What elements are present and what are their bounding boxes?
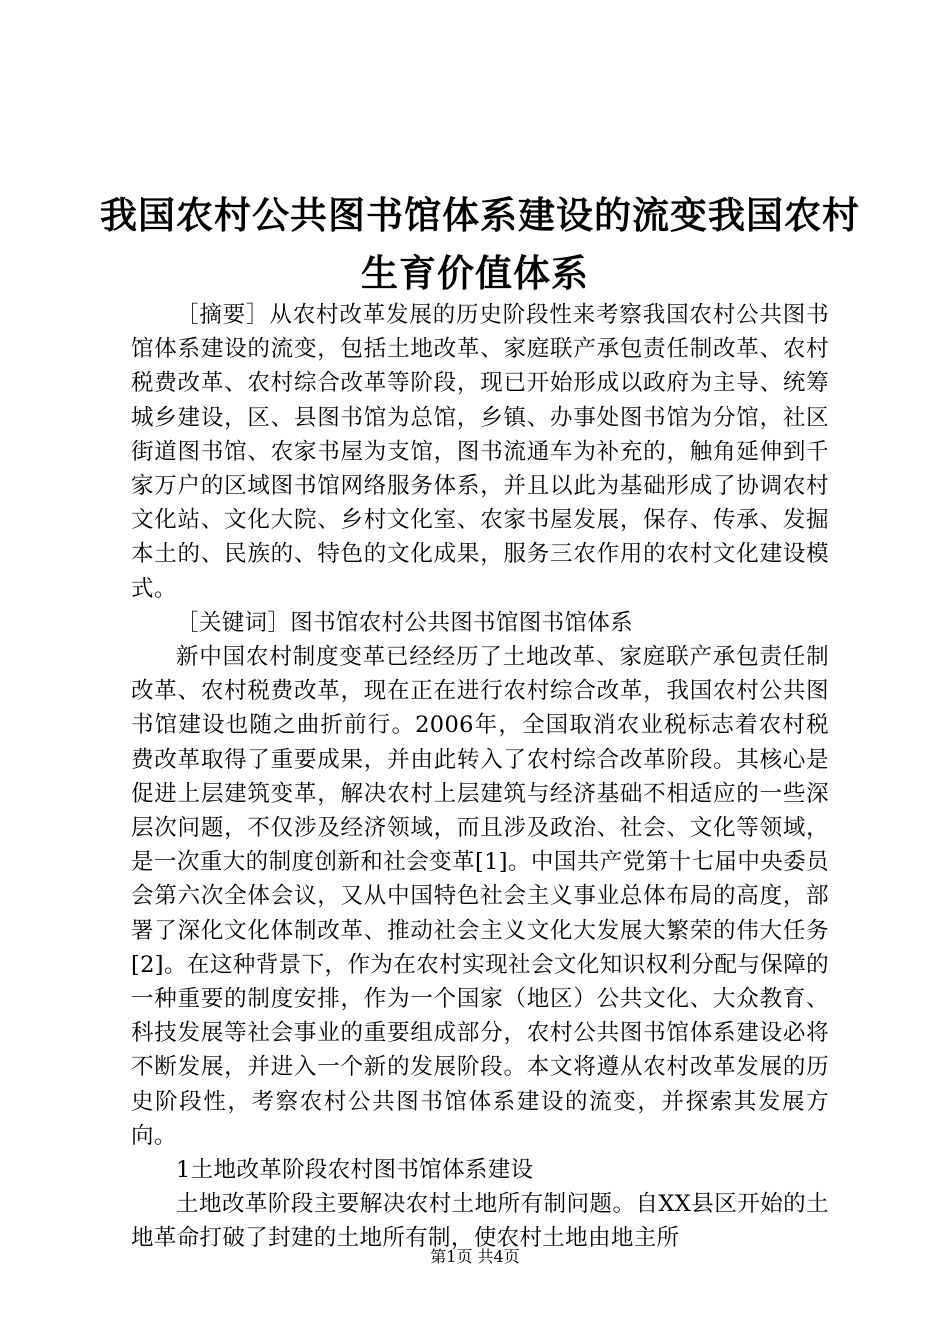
document-title-line-2: 生育价值体系 xyxy=(361,252,589,295)
section-heading: 1土地改革阶段农村图书馆体系建设 xyxy=(176,1157,534,1184)
document-title-line-1: 我国农村公共图书馆体系建设的流变我国农村 xyxy=(100,194,860,237)
abstract-paragraph: ［摘要］从农村改革发展的历史阶段性来考察我国农村公共图书馆体系建设的流变，包括土地改革、家庭联产承包责任制改革、农村税费改革、农村综合改革等阶段，现已开始形成以政府为主导、统筹城乡建设，区、县图书馆为总馆，乡镇、办事处图书馆为分馆，社区街道图书馆、农家书屋为支馆，图书流通车为补充的，触角延伸到千家万户的区域图书馆网络服务体系，并且以此为基础形成了协调农村文化站、文化大院、乡村文化室、农家书屋发展，保存、传承、发掘本土的、民族的、特色的文化成果，服务三农作用的农村文化建设模式。 xyxy=(131,302,829,602)
intro-paragraph: 新中国农村制度变革已经经历了土地改革、家庭联产承包责任制改革、农村税费改革，现在正在进行农村综合改革，我国农村公共图书馆建设也随之曲折前行。2006年，全国取消农业税标志着农村税费改革取得了重要成果，并由此转入了农村综合改革阶段。其核心是促进上层建筑变革，解决农村上层建筑与经济基础不相适应的一些深层次问题，不仅涉及经济领域，而且涉及政治、社会、文化等领域，是一次重大的制度创新和社会变革[1]。中国共产党第十七届中央委员会第六次全体会议，又从中国特色社会主义事业总体布局的高度，部署了深化文化体制改革、推动社会主义文化大发展大繁荣的伟大任务[2]。在这种背景下，作为在农村实现社会文化知识权利分配与保障的一种重要的制度安排，作为一个国家（地区）公共文化、大众教育、科技发展等社会事业的重要组成部分，农村公共图书馆体系建设必将不断发展，并进入一个新的发展阶段。本文将遵从农村改革发展的历史阶段性，考察农村公共图书馆体系建设的流变，并探索其发展方向。 xyxy=(131,644,829,1149)
page-footer: 第1页 共4页 xyxy=(430,1247,520,1266)
section-paragraph: 土地改革阶段主要解决农村土地所有制问题。自XX县区开始的土地革命打破了封建的土地所有制，使农村土地由地主所 xyxy=(131,1191,829,1252)
document-body xyxy=(131,298,829,1256)
keywords-paragraph: ［关键词］图书馆农村公共图书馆图书馆体系 xyxy=(176,609,634,636)
